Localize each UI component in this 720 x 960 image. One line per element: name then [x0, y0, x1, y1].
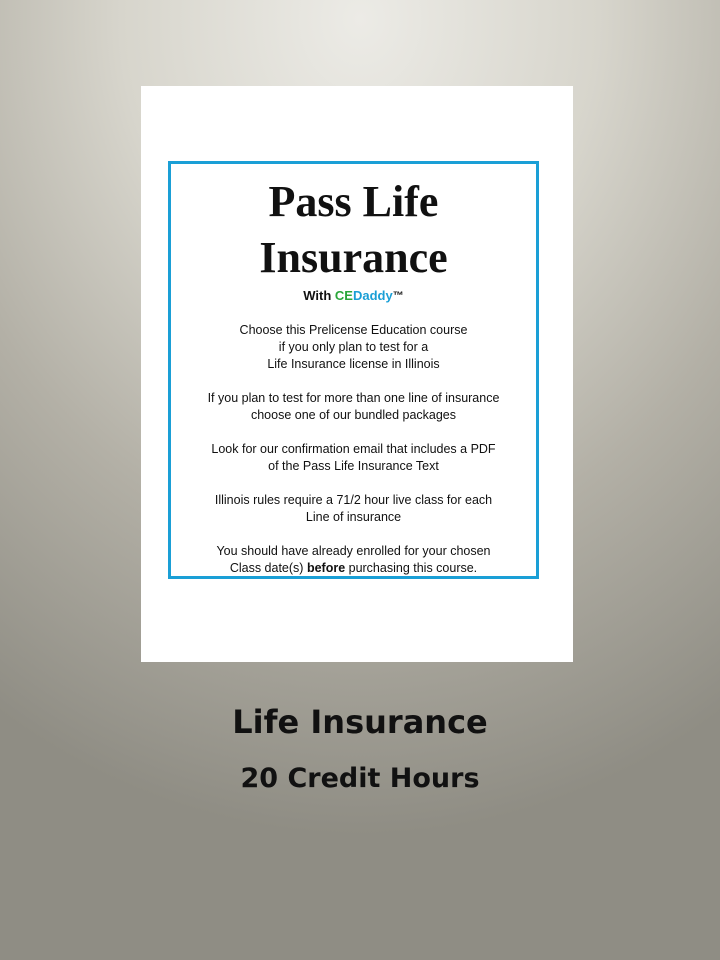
paragraph-confirmation-email [171, 441, 536, 475]
brand-daddy: Daddy [352, 288, 393, 303]
credit-hours: 20 Credit Hours [240, 763, 480, 794]
paragraph-enrollment-note [171, 543, 536, 577]
paragraph-illinois-rules [171, 492, 536, 526]
emphasis-before: before [306, 561, 346, 575]
cover-title-line-2: Insurance [259, 233, 448, 282]
paragraph-line: You should have already enrolled for your chosen [216, 544, 491, 558]
cover-frame [168, 161, 539, 579]
paragraph-line: Illinois rules require a 71/2 hour live class for each [214, 493, 493, 507]
brand-ce: CE [334, 288, 353, 303]
paragraph-line: Choose this Prelicense Education course [239, 323, 468, 337]
course-cover-image [141, 86, 573, 662]
cover-title-line-1: Pass Life [268, 177, 439, 226]
text-segment: Class date(s) [229, 561, 307, 575]
trademark-symbol: ™ [392, 290, 404, 302]
paragraph-line: Look for our confirmation email that includes a PDF [211, 442, 496, 456]
course-title: Life Insurance [232, 703, 488, 741]
paragraph-line: Line of insurance [305, 510, 402, 524]
paragraph-line: Life Insurance license in Illinois [267, 357, 440, 371]
brand-line [171, 288, 536, 304]
paragraph-course-choice [171, 322, 536, 373]
paragraph-bundles [171, 390, 536, 424]
paragraph-line: if you only plan to test for a [278, 340, 429, 354]
paragraph-line: If you plan to test for more than one line of insurance [207, 391, 500, 405]
text-segment: purchasing this course. [345, 561, 478, 575]
cover-title [171, 174, 536, 286]
brand-prefix: With [303, 288, 335, 303]
paragraph-line: choose one of our bundled packages [250, 408, 457, 422]
paragraph-line: of the Pass Life Insurance Text [268, 459, 439, 473]
paragraph-line [171, 560, 536, 577]
